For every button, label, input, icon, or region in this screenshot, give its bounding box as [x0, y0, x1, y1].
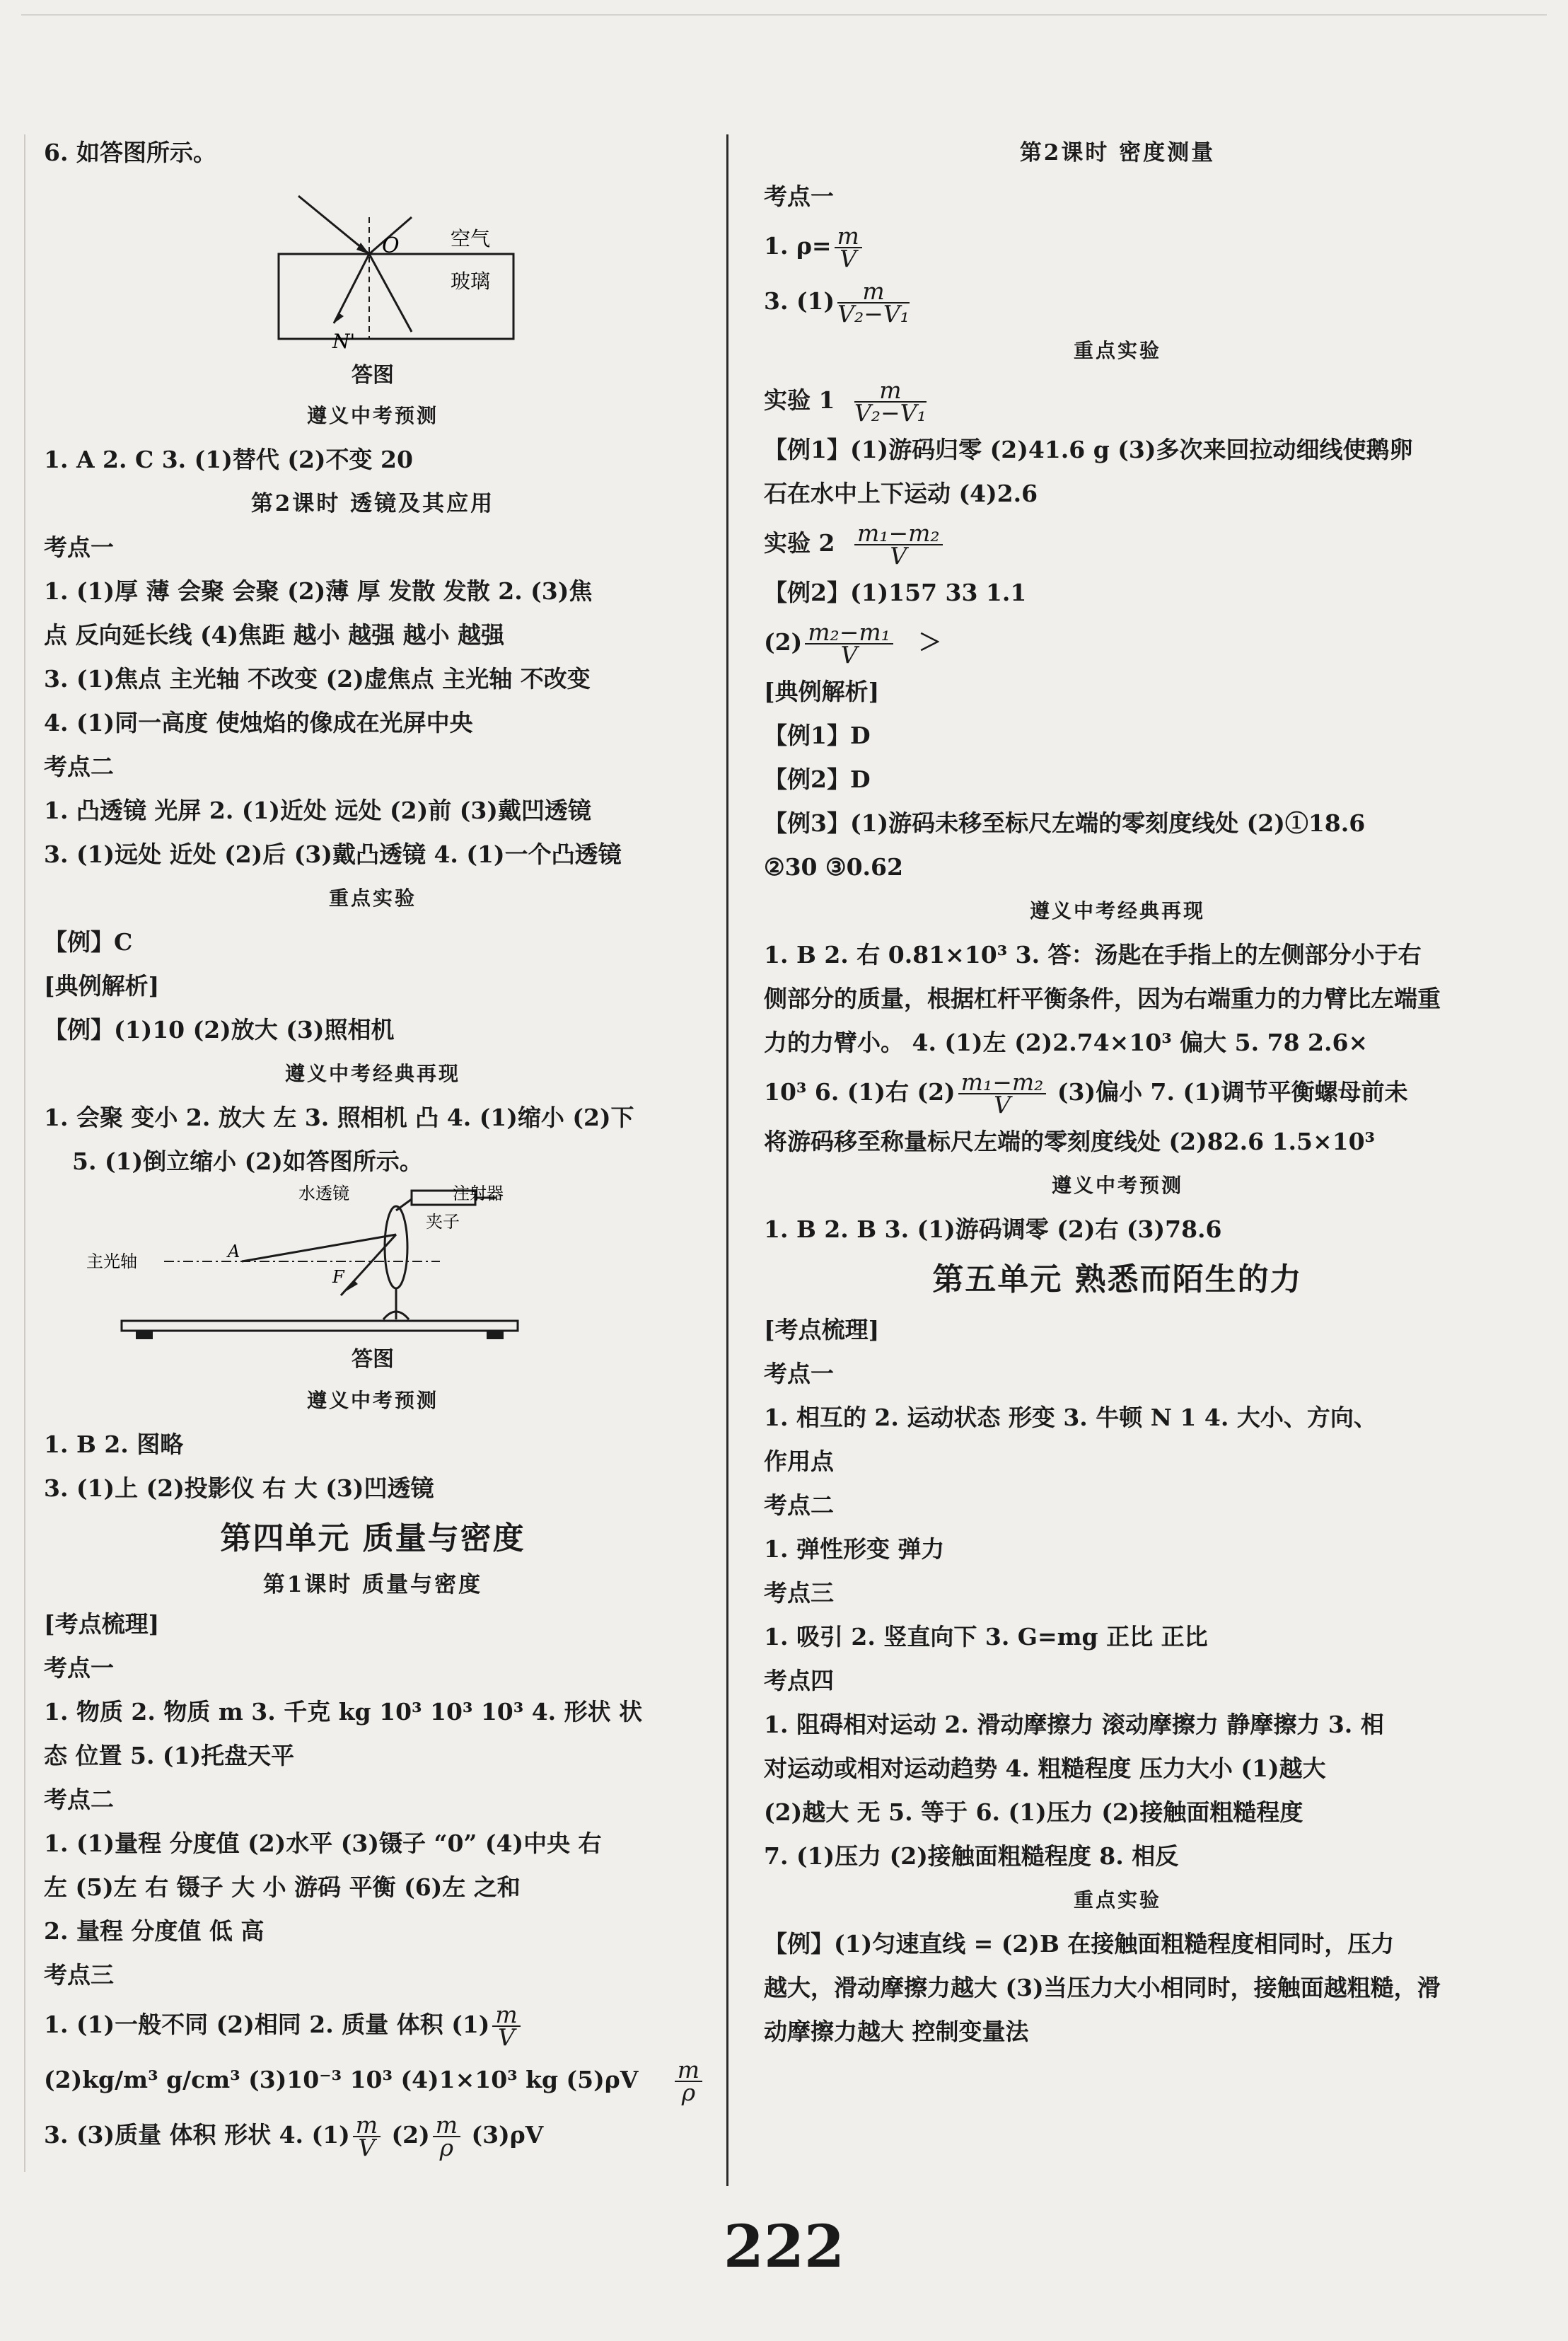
answer-line: 1. 相互的 2. 运动状态 形变 3. 牛顿 N 1 4. 大小、方向、	[764, 1404, 1377, 1431]
answer-line: 石在水中上下运动 (4)2.6	[764, 480, 1038, 507]
answer-line	[764, 615, 1471, 670]
section-heading: 重点实验	[1073, 339, 1161, 362]
lens-figure	[44, 1184, 702, 1375]
answer-text: (2)kg/m³ g/cm³ (3)10⁻³ 10³ (4)1×10³ kg (5)ρV	[44, 2066, 639, 2093]
fraction-m-over-rho: $\frac{m}{\rho}$	[433, 2115, 460, 2158]
answer-text: ＞	[918, 628, 942, 656]
answer-line: 3. (1)上 (2)投影仪 右 大 (3)凹透镜	[44, 1474, 434, 1502]
point-heading: 考点一	[764, 183, 834, 210]
answer-line	[44, 1997, 702, 2052]
answer-line: 点 反向延长线 (4)焦距 越小 越强 越小 越强	[44, 621, 505, 649]
column-divider	[726, 134, 728, 2186]
section-heading: 遵义中考经典再现	[284, 1062, 460, 1085]
answer-line: ②30 ③0.62	[764, 853, 903, 881]
answer-line: 1. (1)厚 薄 会聚 会聚 (2)薄 厚 发散 发散 2. (3)焦	[44, 577, 593, 605]
answer-line: 力的力臂小。 4. (1)左 (2)2.74×10³ 偏大 5. 78 2.6×	[764, 1029, 1369, 1056]
section-heading: [典例解析]	[44, 972, 160, 1000]
water-lens-label: 水透镜	[298, 1184, 349, 1203]
section-heading: 重点实验	[1073, 1888, 1161, 1912]
answer-line	[44, 2052, 702, 2108]
answer-line	[44, 2108, 702, 2163]
answer-text: (2)	[391, 2121, 430, 2149]
point-heading: 考点一	[44, 533, 114, 561]
fraction-m-over-v2-v1: $\frac{m}{\text{V₂−V₁}}$	[854, 376, 927, 427]
fraction-m-over-v: $\frac{m}{V}$	[835, 226, 862, 270]
answer-line: 【例】C	[44, 928, 133, 956]
answer-line: 1. 阻碍相对运动 2. 滑动摩擦力 滚动摩擦力 静摩擦力 3. 相	[764, 1711, 1384, 1738]
answer-line	[764, 219, 1471, 274]
section-heading: [典例解析]	[764, 678, 880, 705]
lesson-heading: 第1课时 质量与密度	[262, 1572, 483, 1597]
answer-line: 将游码移至称量标尺左端的零刻度线处 (2)82.6 1.5×10³	[764, 1128, 1375, 1155]
point-o-label: O	[382, 233, 400, 258]
fraction-m1-m2-over-v: $\frac{\text{m₁−m₂}}{V}$	[854, 523, 943, 567]
experiment-label: 实验 1	[764, 386, 835, 414]
section-heading: [考点梳理]	[44, 1610, 160, 1638]
fraction-m1-m2-over-v: $\frac{\text{m₁−m₂}}{V}$	[958, 1072, 1047, 1116]
lesson-heading: 第2课时 透镜及其应用	[250, 491, 495, 516]
top-rule	[21, 14, 1547, 16]
answer-line: 1. B 2. B 3. (1)游码调零 (2)右 (3)78.6	[764, 1215, 1222, 1243]
fraction-m-over-v2-v1: $\frac{m}{\text{V₂−V₁}}$	[837, 277, 910, 328]
answer-line: 侧部分的质量，根据杠杆平衡条件，因为右端重力的力臂比左端重	[764, 985, 1441, 1012]
answer-line: (2)越大 无 5. 等于 6. (1)压力 (2)接触面粗糙程度	[764, 1798, 1303, 1826]
unit-title: 第四单元 质量与密度	[220, 1520, 525, 1556]
answer-line: 1. B 2. 右 0.81×10³ 3. 答：汤匙在手指上的左侧部分小于右	[764, 941, 1422, 969]
answer-line: 6. 如答图所示。	[44, 139, 216, 166]
point-a-label: A	[228, 1242, 240, 1261]
answer-line: 1. 吸引 2. 竖直向下 3. G=mg 正比 正比	[764, 1623, 1208, 1651]
answer-line: 3. (1)远处 近处 (2)后 (3)戴凸透镜 4. (1)一个凸透镜	[44, 840, 622, 868]
answer-line: 动摩擦力越大 控制变量法	[764, 2018, 1029, 2045]
point-n-label: N'	[332, 330, 356, 353]
answer-line: 5. (1)倒立缩小 (2)如答图所示。	[72, 1148, 423, 1175]
water-lens-diagram	[44, 1184, 702, 1339]
answer-line: 【例1】(1)游码归零 (2)41.6 g (3)多次来回拉动细线使鹅卵	[764, 436, 1413, 463]
answer-line: 【例】(1)匀速直线 = (2)B 在接触面粗糙程度相同时，压力	[764, 1930, 1395, 1958]
figure-caption: 答图	[352, 1347, 394, 1372]
answer-line: 1. 物质 2. 物质 m 3. 千克 kg 10³ 10³ 10³ 4. 形状 状	[44, 1698, 643, 1726]
answer-text: (3)偏小 7. (1)调节平衡螺母前未	[1057, 1078, 1408, 1106]
answer-line: 对运动或相对运动趋势 4. 粗糙程度 压力大小 (1)越大	[764, 1755, 1326, 1782]
answer-line: 1. 凸透镜 光屏 2. (1)近处 远处 (2)前 (3)戴凹透镜	[44, 797, 591, 824]
answer-line	[764, 274, 1471, 329]
answer-line: 作用点	[764, 1447, 834, 1475]
answer-line: 4. (1)同一高度 使烛焰的像成在光屏中央	[44, 709, 473, 736]
refraction-figure	[44, 175, 702, 388]
answer-line: 7. (1)压力 (2)接触面粗糙程度 8. 相反	[764, 1842, 1179, 1870]
answer-line	[764, 516, 1471, 571]
answer-line: 2. 量程 分度值 低 高	[44, 1917, 265, 1945]
answer-line: 态 位置 5. (1)托盘天平	[44, 1742, 295, 1769]
answer-line: 1. A 2. C 3. (1)替代 (2)不变 20	[44, 446, 413, 473]
right-column	[764, 131, 1471, 2054]
answer-line: 【例3】(1)游码未移至标尺左端的零刻度线处 (2)①18.6	[764, 809, 1366, 837]
answer-line: 越大，滑动摩擦力越大 (3)当压力大小相同时，接触面越粗糙，滑	[764, 1974, 1441, 2001]
lesson-heading: 第2课时 密度测量	[1019, 140, 1216, 166]
section-heading: 重点实验	[328, 886, 417, 910]
answer-text: (3)ρV	[471, 2121, 544, 2149]
figure-caption: 答图	[352, 363, 394, 388]
point-heading: 考点三	[44, 1961, 114, 1989]
syringe-label: 注射器	[453, 1184, 504, 1203]
answer-line: 1. (1)量程 分度值 (2)水平 (3)镊子 “0” (4)中央 右	[44, 1830, 602, 1857]
experiment-label: 实验 2	[764, 529, 835, 557]
fraction-m-over-v: $\frac{m}{V}$	[492, 2004, 520, 2048]
point-heading: 考点二	[44, 753, 114, 780]
answer-line	[764, 373, 1471, 428]
fraction-m2-m1-over-v: $\frac{\text{m₂−m₁}}{V}$	[805, 622, 893, 666]
section-heading: 遵义中考预测	[306, 1389, 439, 1412]
answer-line	[764, 1065, 1471, 1120]
refraction-diagram	[44, 175, 702, 366]
answer-line: 【例2】D	[764, 765, 871, 793]
main-axis-label: 主光轴	[86, 1252, 137, 1271]
point-heading: 考点三	[764, 1579, 834, 1607]
left-column	[44, 131, 702, 2163]
answer-text: 3. (3)质量 体积 形状 4. (1)	[44, 2121, 350, 2149]
section-heading: 遵义中考经典再现	[1029, 899, 1205, 923]
answer-line: 3. (1)焦点 主光轴 不改变 (2)虚焦点 主光轴 不改变	[44, 665, 591, 693]
answer-text: 1. ρ=	[764, 232, 832, 260]
answer-line: 1. 弹性形变 弹力	[764, 1535, 945, 1563]
answer-text: 3. (1)	[764, 287, 835, 315]
unit-title: 第五单元 熟悉而陌生的力	[932, 1261, 1303, 1297]
fraction-m-over-v: $\frac{m}{V}$	[353, 2115, 381, 2158]
answer-line: 1. 会聚 变小 2. 放大 左 3. 照相机 凸 4. (1)缩小 (2)下	[44, 1104, 634, 1131]
glass-label: 玻璃	[451, 270, 491, 293]
answer-line: 【例1】D	[764, 722, 871, 749]
section-heading: [考点梳理]	[764, 1316, 880, 1343]
answer-line: 【例】(1)10 (2)放大 (3)照相机	[44, 1016, 395, 1044]
answer-line: 1. B 2. 图略	[44, 1430, 184, 1458]
point-heading: 考点二	[764, 1491, 834, 1519]
answer-text: 10³ 6. (1)右 (2)	[764, 1078, 956, 1106]
focus-label: F	[332, 1267, 344, 1287]
point-heading: 考点二	[44, 1786, 114, 1813]
point-heading: 考点一	[44, 1654, 114, 1682]
answer-text: (2)	[764, 628, 803, 656]
page-number: 222	[723, 2213, 845, 2281]
clamp-label: 夹子	[426, 1212, 460, 1232]
answer-line: 左 (5)左 右 镊子 大 小 游码 平衡 (6)左 之和	[44, 1873, 521, 1901]
point-heading: 考点一	[764, 1360, 834, 1387]
answer-text: 1. (1)一般不同 (2)相同 2. 质量 体积 (1)	[44, 2011, 490, 2038]
section-heading: 遵义中考预测	[1051, 1174, 1183, 1197]
left-margin-rule	[24, 134, 25, 2172]
air-label: 空气	[451, 227, 491, 250]
point-heading: 考点四	[764, 1667, 834, 1694]
fraction-m-over-rho: $\frac{m}{\rho}$	[675, 2059, 702, 2103]
answer-line: 【例2】(1)157 33 1.1	[764, 579, 1027, 606]
section-heading: 遵义中考预测	[306, 404, 439, 427]
